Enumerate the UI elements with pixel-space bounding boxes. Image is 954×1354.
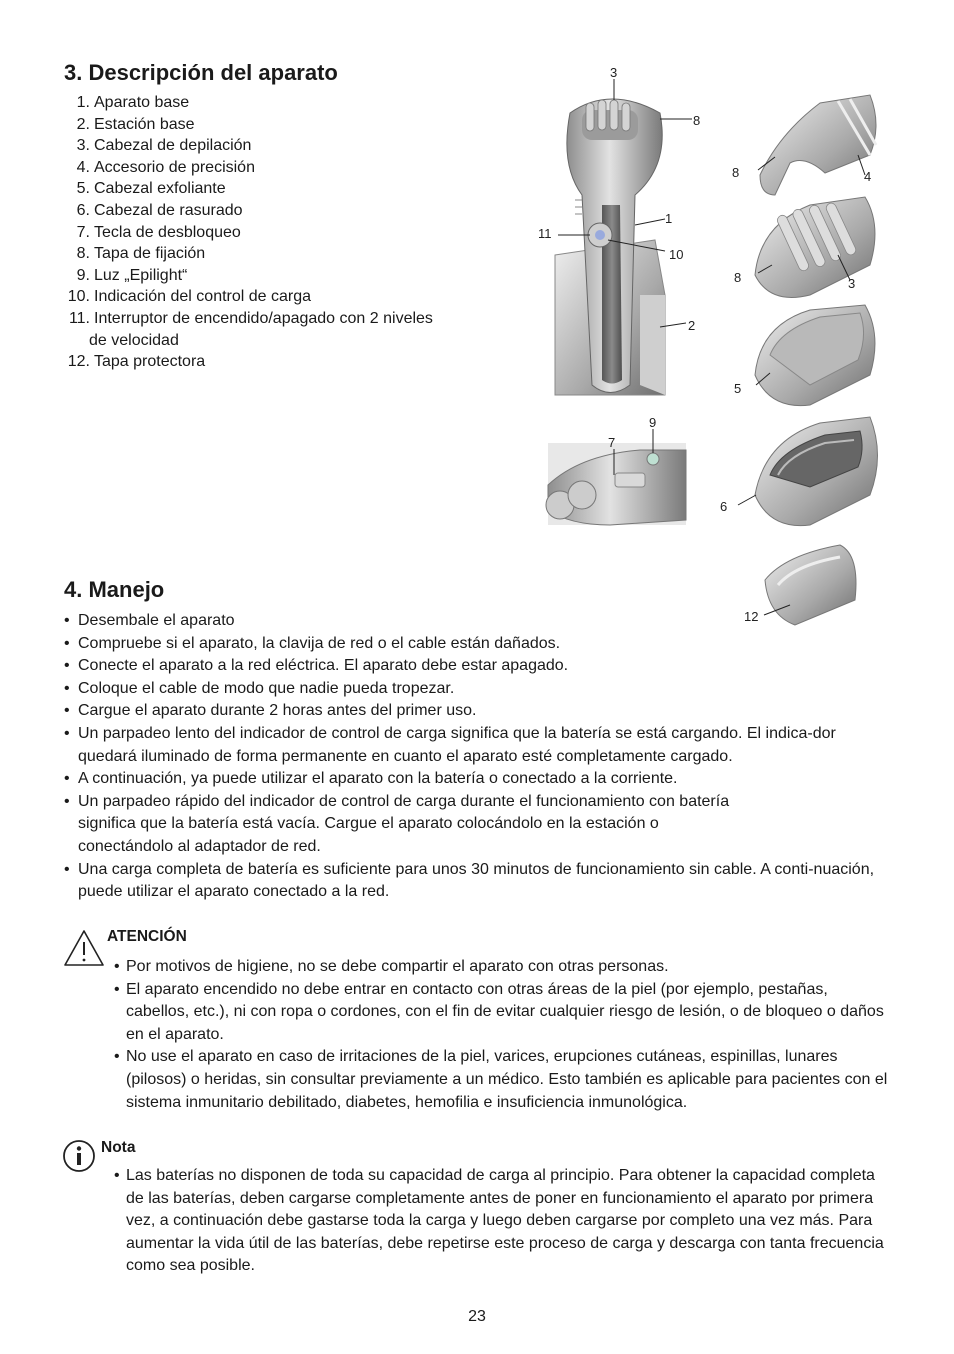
epilation-head-illustration (755, 197, 875, 298)
list-item: 2. Estación base (76, 115, 195, 133)
exfoliating-head-illustration (755, 305, 875, 406)
list-item: • Conecte el aparato a la red eléctrica. El aparato debe estar apagado. (64, 657, 569, 675)
warning-triangle-icon (62, 928, 106, 968)
list-item: • No use el aparato en caso de irritaciones de la piel, varices, erupciones cutáneas, espinillas, lunares (pilosos) o heridas, sin consultar previamente a un médico. Esto también es aplicable para pacientes con el sistema inmunitario debilitado, diabetes, hemofilia e insuficiencia inmunológica. (114, 1048, 888, 1111)
callout-label: 5 (734, 381, 742, 396)
list-item: 3. Cabezal de depilación (76, 137, 252, 155)
list-item: • Las baterías no disponen de toda su capacidad de carga al principio. Para obtener la capacidad completa de las baterías, deben cargarse completamente antes de poner en funcionamiento el aparato por primera vez, a continuación debe gastarse toda la carga y luego deben cargarse por completo una vez más. Para aumentar la vida útil de las baterías, debe repetirse este proceso de carga y descarga con tanta frecuencia como sea posible. (114, 1167, 884, 1275)
section-4-title: 4. Manejo (64, 577, 165, 602)
list-item: • A continuación, ya puede utilizar el aparato con la batería o conectado a la corriente. (64, 770, 678, 788)
list-item: 9. Luz „Epilight“ (76, 266, 188, 284)
callout-label: 9 (649, 415, 657, 430)
list-item: 5. Cabezal exfoliante (76, 180, 226, 198)
callout-label: 1 (665, 211, 673, 226)
list-item: • Cargue el aparato durante 2 horas antes del primer uso. (64, 702, 477, 720)
list-item: • Un parpadeo rápido del indicador de control de carga durante el funcionamiento con batería significa que la batería está vacía. Cargue el aparato colocándolo en la estación o conectándolo al adaptador de red. (64, 792, 730, 855)
list-item: • Una carga completa de batería es suficiente para unos 30 minutos de funcionamiento sin cable. A conti-nuación, puede utilizar el aparato conectado a la red. (64, 860, 875, 901)
list-item: • Coloque el cable de modo que nadie pueda tropezar. (64, 679, 455, 697)
callout-label: 11 (538, 226, 552, 241)
warning-list (114, 956, 889, 1114)
callout-label: 10 (669, 247, 684, 262)
detail-closeup-illustration (546, 443, 686, 525)
list-item-continuation: de velocidad (89, 331, 179, 349)
callout-label: 8 (693, 113, 701, 128)
list-item: 7. Tecla de desbloqueo (76, 223, 241, 241)
callout-label: 6 (720, 499, 728, 514)
callout-label: 2 (688, 318, 696, 333)
list-item: • Por motivos de higiene, no se debe compartir el aparato con otras personas. (114, 958, 669, 975)
handling-bullet-list (64, 610, 889, 904)
product-figure (520, 55, 900, 640)
warning-title: ATENCIÓN (107, 928, 187, 945)
list-item: • El aparato encendido no debe entrar en contacto con otras áreas de la piel (por ejemplo, pestañas, cabellos, etc.), ni con ropa o cordones, con el fin de evitar cualquier riesgo de lesión, o de bloqueo o daños en el aparato. (114, 980, 884, 1043)
parts-list (62, 92, 502, 373)
list-item: • Compruebe si el aparato, la clavija de red o el cable están dañados. (64, 634, 561, 652)
list-item: 6. Cabezal de rasurado (76, 201, 243, 219)
callout-label: 12 (744, 609, 759, 624)
callout-label: 8 (734, 270, 742, 285)
list-item: 4. Accesorio de precisión (76, 158, 255, 176)
callout-label: 3 (848, 276, 856, 291)
callout-label: 3 (610, 65, 618, 80)
note-list (114, 1165, 889, 1278)
epilator-device-illustration (555, 99, 665, 395)
precision-attachment-illustration (760, 95, 876, 195)
list-item: 1. Aparato base (76, 94, 190, 111)
callout-label: 7 (608, 435, 616, 450)
list-item: • Un parpadeo lento del indicador de control de carga significa que la batería se está cargando. El indica-dor quedará iluminado de forma permanente en cuanto el aparato esté completamente cargado. (64, 724, 836, 765)
section-3-title: 3. Descripción del aparato (64, 60, 338, 85)
note-title: Nota (101, 1139, 136, 1156)
page-number: 23 (468, 1308, 486, 1325)
callout-label: 8 (732, 165, 740, 180)
list-item: 10. Indicación del control de carga (67, 288, 312, 306)
list-item: 11. Interruptor de encendido/apagado con 2 niveles (68, 309, 433, 327)
list-item: • Desembale el aparato (64, 612, 235, 629)
list-item: 8. Tapa de fijación (76, 245, 206, 263)
info-icon (62, 1139, 96, 1173)
callout-label: 4 (864, 169, 872, 184)
shaver-head-illustration (755, 417, 878, 526)
list-item: 12. Tapa protectora (67, 353, 206, 371)
